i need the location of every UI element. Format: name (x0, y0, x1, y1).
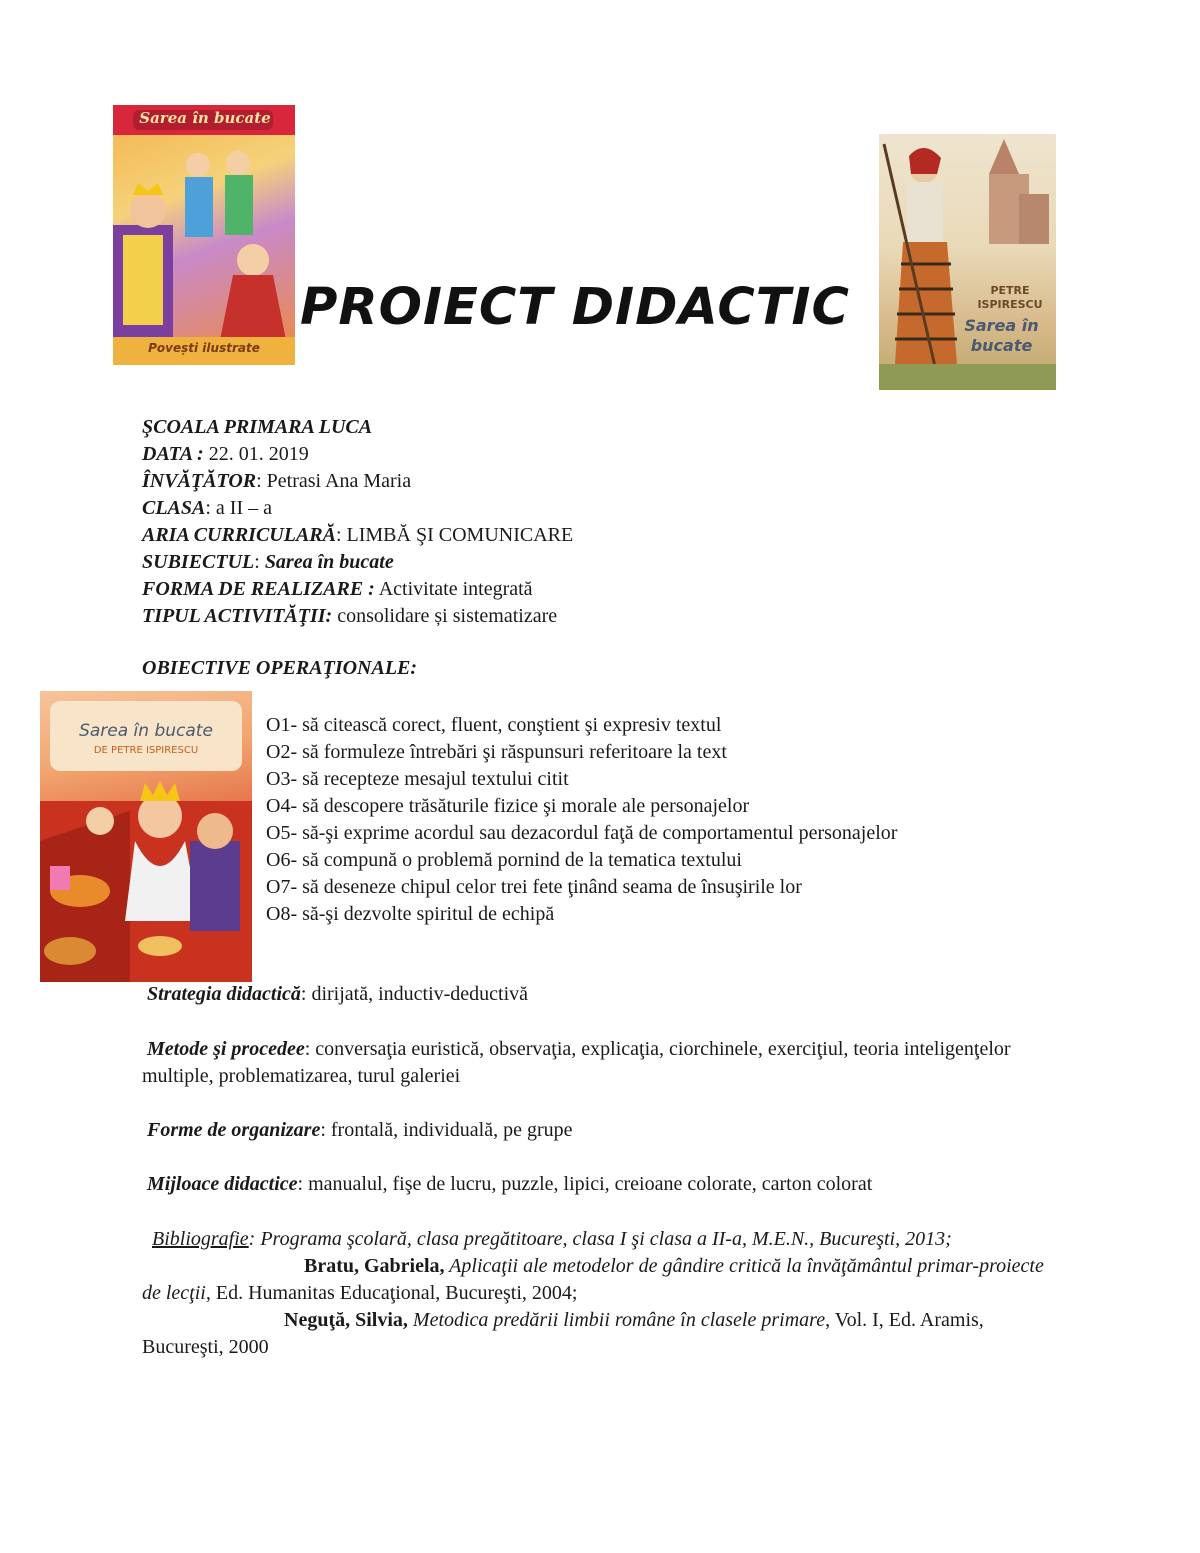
objective-item: O2- să formuleze întrebări şi răspunsuri referitoare la text (266, 741, 727, 763)
bibliography-entry-3-author: Neguţă, Silvia, (284, 1309, 408, 1331)
book-cover-right-title: Sarea în bucate (964, 316, 1039, 355)
bibliography-entry-2-title: Aplicaţii ale metodelor de gândire critică la învăţământul primar-proiecte de lecţii, (142, 1255, 1044, 1304)
lesson-info (142, 414, 573, 630)
objective-item: O3- să recepteze mesajul textului citit (266, 768, 569, 790)
methods-paragraph (142, 1036, 1067, 1090)
strategy-label: Strategia didactică (147, 983, 301, 1005)
objective-item: O8- să-şi dezvolte spiritul de echipă (266, 903, 555, 925)
bibliography-entry-2-rest: Ed. Humanitas Educaţional, Bucureşti, 2004; (210, 1282, 578, 1304)
bibliography-entry-3-rest: , Vol. I, Ed. Aramis, Bucureşti, 2000 (142, 1309, 984, 1358)
activity-type-value: consolidare și sistematizare (332, 605, 558, 627)
book-cover-left-title: Sarea în bucate (139, 109, 271, 127)
objective-item: O7- să deseneze chipul celor trei fete ţinând seama de însuşirile lor (266, 876, 802, 898)
strategy-paragraph (142, 981, 1067, 1008)
form-value: Activitate integrată (374, 578, 533, 600)
organization-paragraph (142, 1117, 1067, 1144)
curricular-area-label: ARIA CURRICULARĂ (142, 524, 336, 546)
bibliography-entry-2 (142, 1253, 1052, 1307)
objective-item: O1- să citească corect, fluent, conştient şi expresiv textul (266, 714, 722, 736)
objectives-list (266, 712, 897, 928)
bibliography-entry-3-title: Metodica predării limbii române în clasele primare (407, 1309, 826, 1331)
objective-item: O5- să-şi exprime acordul sau dezacordul faţă de comportamentul personajelor (266, 822, 898, 844)
book-cover-left (113, 105, 295, 365)
curricular-area-value: : LIMBĂ ŞI COMUNICARE (335, 524, 574, 546)
strategy-value: : dirijată, inductiv-deductivă (300, 983, 529, 1005)
teacher-value: : Petrasi Ana Maria (256, 470, 412, 492)
page-title: PROIECT DIDACTIC (300, 278, 850, 337)
book-cover-feast (40, 691, 252, 982)
bibliography-entry-3 (142, 1307, 1052, 1361)
resources-label: Mijloace didactice (147, 1173, 298, 1195)
bibliography-entry-1 (142, 1226, 1052, 1253)
form-label: FORMA DE REALIZARE : (142, 578, 375, 600)
teacher-label: ÎNVĂŢĂTOR (142, 470, 257, 492)
resources-value: : manualul, fişe de lucru, puzzle, lipici, creioane colorate, carton colorat (297, 1173, 873, 1195)
school-name: ŞCOALA PRIMARA LUCA (142, 416, 373, 438)
book-cover-left-illustration (113, 105, 295, 365)
subject-value: Sarea în bucate (264, 551, 394, 573)
book-cover-left-subtitle: Povești ilustrate (148, 341, 260, 355)
subject-label: SUBIECTUL (142, 551, 255, 573)
curricular-area-row (142, 522, 573, 549)
objective-item: O4- să descopere trăsăturile fizice şi morale ale personajelor (266, 795, 750, 817)
resources-paragraph (142, 1171, 1067, 1198)
teacher-row (142, 468, 573, 495)
bibliography-entry-2-author: Bratu, Gabriela, (304, 1255, 445, 1277)
book-cover-feast-title: Sarea în bucate (79, 721, 213, 741)
date-row (142, 441, 573, 468)
class-label: CLASA (142, 497, 206, 519)
activity-type-row (142, 603, 573, 630)
form-row (142, 576, 573, 603)
class-row (142, 495, 573, 522)
book-cover-feast-author: DE PETRE ISPIRESCU (93, 745, 199, 756)
activity-type-label: TIPUL ACTIVITĂŢII: (142, 605, 333, 627)
class-value: : a II – a (205, 497, 272, 519)
objective-item: O6- să compună o problemă pornind de la tematica textului (266, 849, 742, 871)
objectives-heading: OBIECTIVE OPERAŢIONALE: (142, 657, 418, 679)
bibliography (142, 1226, 1052, 1361)
organization-value: : frontală, individuală, pe grupe (320, 1119, 573, 1141)
methods-value: : conversaţia euristică, observaţia, explicaţia, ciorchinele, exerciţiul, teoria inteligenţelor multiple, problematizarea, turul galeriei (142, 1038, 1011, 1087)
subject-separator: : (254, 551, 265, 573)
methods-label: Metode şi procedee (147, 1038, 305, 1060)
bibliography-entry-1-text: Programa şcolară, clasa pregătitoare, clasa I şi clasa a II-a, M.E.N., Bucureşti, 2013; (255, 1228, 952, 1250)
organization-label: Forme de organizare (147, 1119, 321, 1141)
book-cover-right (879, 134, 1056, 390)
subject-row (142, 549, 573, 576)
book-cover-right-author: PETRE ISPIRESCU (977, 284, 1043, 311)
bibliography-label-separator: : (248, 1228, 256, 1250)
date-label: DATA : (142, 443, 204, 465)
date-value: 22. 01. 2019 (203, 443, 309, 465)
bibliography-label: Bibliografie (152, 1228, 249, 1250)
